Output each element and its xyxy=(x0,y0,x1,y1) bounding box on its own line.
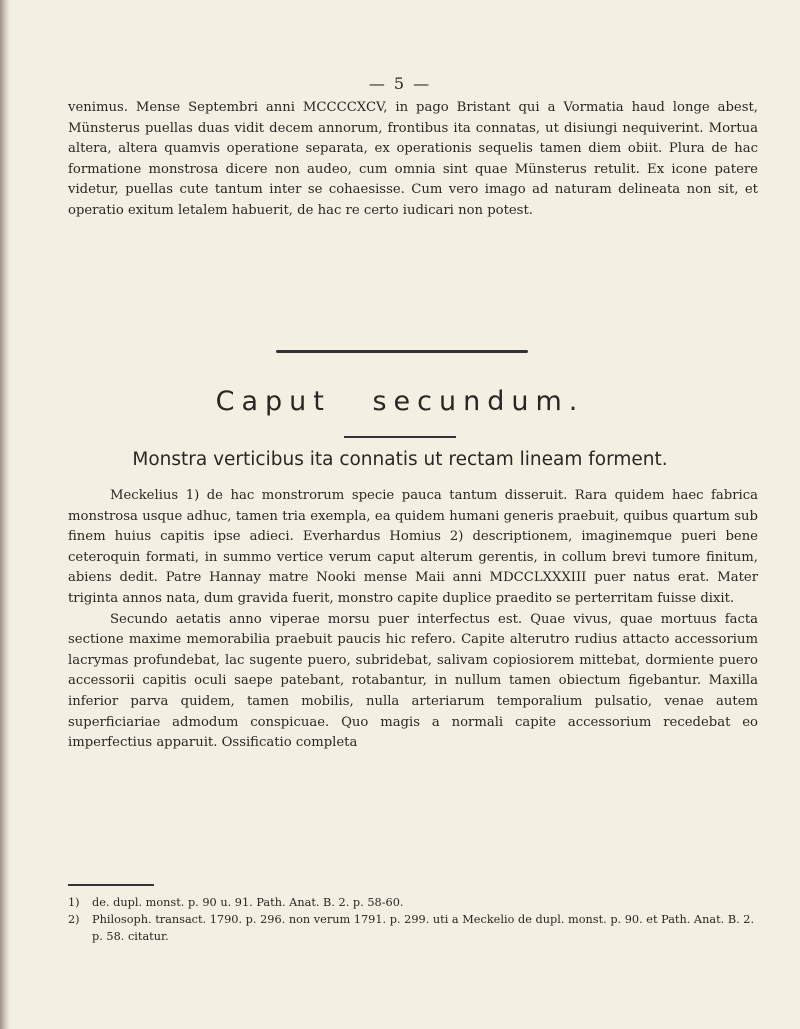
body-paragraph: Meckelius 1) de hac monstrorum specie pauca tantum disseruit. Rara quidem haec fabrica monstrosa usque adhuc, tamen tria exempla, ea quidem humani generis praebuit, quibus quartum sub finem huius capitis ipse adieci. Everhardus Homius 2) descriptionem, imaginemque pueri bene ceteroquin formati, in summo vertice verum caput alterum gerentis, in collum brevi tumore finitum, abiens dedit. Patre Hannay matre Nooki mense Maii anni MDCCLXXXIII puer natus erat. Mater triginta annos nata, dum gravida fuerit, monstro capite duplice praedito se perterritam fuisse dixit. xyxy=(68,488,758,606)
footnote-rule xyxy=(68,884,154,886)
footnote xyxy=(68,894,758,911)
page-number: — 5 — xyxy=(368,74,432,93)
heading-divider xyxy=(344,436,456,438)
footnotes xyxy=(68,894,758,945)
footnote-text: Philosoph. transact. 1790. p. 296. non verum 1791. p. 299. uti a Meckelio de dupl. monst. p. 90. et Path. Anat. B. 2. p. 58. citatur. xyxy=(92,913,755,943)
chapter-heading: Caput secundum. xyxy=(215,386,585,417)
footnote-marker: 2) xyxy=(68,913,80,926)
page-left-edge xyxy=(0,0,10,1029)
chapter-subtitle: Monstra verticibus ita connatis ut rectam lineam forment. xyxy=(132,449,668,470)
body-text xyxy=(68,486,758,754)
footnote xyxy=(68,911,758,945)
footnote-text: de. dupl. monst. p. 90 u. 91. Path. Anat. B. 2. p. 58-60. xyxy=(92,896,404,909)
footnote-marker: 1) xyxy=(68,896,80,909)
body-paragraph: Secundo aetatis anno viperae morsu puer interfectus est. Quae vivus, quae mortuus facta sectione maxime memorabilia praebuit paucis hic refero. Capite alterutro rudius attacto accessorium lacrymas profundebat, lac sugente puero, subridebat, salivam copiosiorem mittebat, dormiente puero accessorii capitis oculi saepe patebant, rotabantur, in nullum tamen obiectum figebantur. Maxilla inferior parva quidem, tamen mobilis, nulla arteriarum temporalium pulsatio, venae autem superficiariae admodum conspicuae. Quo magis a normali capite accessorium recedebat eo imperfectius apparuit. Ossificatio completa xyxy=(68,611,758,751)
intro-paragraph: venimus. Mense Septembri anni MCCCCXCV, in pago Bristant qui a Vormatia haud longe abest, Münsterus puellas duas vidit decem annorum, frontibus ita connatas, ut disiungi nequiverint. Mortua altera, altera quamvis operatione separata, ex operationis sequelis tamen diem obiit. Plura de hac formatione monstrosa dicere non audeo, cum omnia sint quae Münsterus retulit. Ex icone patere videtur, puellas cute tantum inter se cohaesisse. Cum vero imago ad naturam delineata non sit, et operatio exitum letalem habuerit, de hac re certo iudicari non potest. xyxy=(68,100,758,218)
ornamental-rule xyxy=(276,350,528,353)
intro-paragraph-block xyxy=(68,98,758,222)
